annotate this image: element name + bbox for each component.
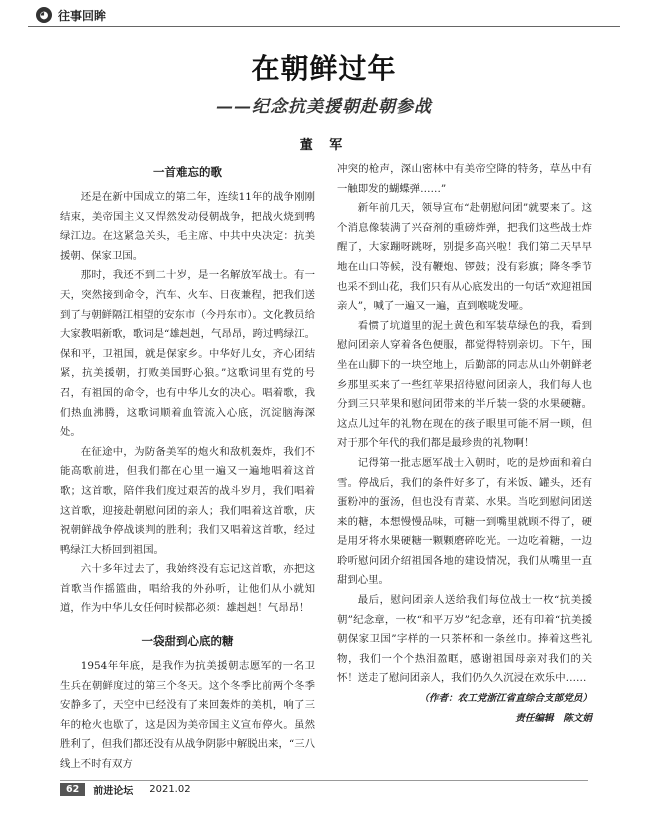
article-subtitle: ——纪念抗美援朝赴朝参战 — [216, 97, 432, 117]
left-column — [60, 160, 315, 775]
paragraph: 那时，我还不到二十岁，是一名解放军战士。有一天，突然接到命令，汽车、火车、日夜兼程，把我们送到了与朝鲜隔江相望的安东市（今丹东市）。文化教员给大家教唱新歌，歌词是“雄赳赳，气昂昂，跨过鸭绿江。保和平，卫祖国，就是保家乡。中华好儿女，齐心团结紧，抗美援朝，打败美国野心狼。”这歌词里有党的号召，有祖国的命令，也有中华儿女的决心。唱着歌，我们热血沸腾，这歌词顺着血管流入心底，沉淀脑海深处。 — [60, 269, 315, 439]
magazine-name: 前进论坛 — [93, 786, 134, 797]
paragraph: 在征途中，为防备美军的炮火和敌机轰炸，我们不能高歌前进，但我们都在心里一遍又一遍地唱着这首歌；这首歌，陪伴我们度过艰苦的战斗岁月，我们唱着这首歌，迎接赴朝慰问团的亲人；我们唱着这首歌，庆祝朝鲜战争停战谈判的胜利；我们又唱着这首歌，经过鸭绿江大桥回到祖国。 — [60, 445, 315, 556]
issue-number: 2021.02 — [149, 784, 191, 795]
paragraph: 1954年年底，是我作为抗美援朝志愿军的一名卫生兵在朝鲜度过的第三个冬天。这个冬季比前两个冬季安静多了，天空中已经没有了来回轰炸的美机，响了三年的枪火也歇了，这是因为美帝国主义宣布停火。虽然胜利了，但我们都还没有从战争阴影中解脱出来，“三八线上不时有双方 — [60, 660, 315, 771]
paragraph: 记得第一批志愿军战士入朝时，吃的是炒面和着白雪。停战后，我们的条件好多了，有米饭、罐头，还有蛋粉冲的蛋汤，但也没有青菜、水果。当吃到慰问团送来的糖，本想慢慢品味，可糖一到嘴里就顾不得了，硬是用牙将水果硬糖一颗颗磨碎吃光。一边吃着糖，一边聆听慰问团介绍祖国各地的建设情况，我们从嘴里一直甜到心里。 — [337, 456, 592, 587]
section-heading-song: 一首难忘的歌 — [153, 165, 222, 179]
author-affiliation: （作者：农工党浙江省直综合支部党员） — [419, 693, 592, 705]
page-number: 62 — [60, 783, 85, 796]
paragraph: 看惯了坑道里的泥土黄色和军装草绿色的我，看到慰问团亲人穿着各色便服，都觉得特别亲切。下午，围坐在山脚下的一块空地上，后勤部的同志从山外朝鲜老乡那里买来了一些红苹果招待慰问团亲人，我们每人也分到三只苹果和慰问团带来的半斤装一袋的水果硬糖。这点儿过年的礼物在现在的孩子眼里可能不屑一顾，但对于那个年代的我们都是最珍贵的礼物啊！ — [337, 319, 592, 450]
article-title: 在朝鲜过年 — [251, 52, 397, 85]
paragraph: 还是在新中国成立的第二年，连续11年的战争刚刚结束，美帝国主义又悍然发动侵朝战争，把战火烧到鸭绿江边。在这紧急关头，毛主席、中共中央决定：抗美援朝、保家卫国。 — [60, 191, 315, 262]
paragraph: 新年前几天，领导宣布“赴朝慰问团”就要来了。这个消息像装满了兴奋剂的重磅炸弹，把我们这些战士炸醒了，大家蹦呀跳呀，别提多高兴啦！我们第二天早早地在山口等候，没有鞭炮、锣鼓；没有彩旗；降冬季节也采不到山花，我们只有从心底发出的一句话“欢迎祖国亲人”，喊了一遍又一遍，直到喉咙发哑。 — [337, 202, 592, 313]
paragraph: 六十多年过去了，我始终没有忘记这首歌，亦把这首歌当作摇篮曲，唱给我的外孙听，让他们从小就知道，作为中华儿女任何时候都必须：雄赳赳！气昂昂！ — [60, 563, 315, 615]
paragraph: 最后，慰问团亲人送给我们每位战士一枚“抗美援朝”纪念章，一枚“和平万岁”纪念章，还有印着“抗美援朝保家卫国”字样的一只茶杯和一条丝巾。捧着这些礼物，我们一个个热泪盈眶，感谢祖国母亲对我们的关怀！送走了慰问团亲人，我们仍久久沉浸在欢乐中…… — [337, 594, 592, 685]
responsible-editor: 责任编辑 陈文娟 — [515, 712, 592, 724]
section-header — [36, 6, 106, 24]
section-heading-candy: 一袋甜到心底的糖 — [141, 634, 234, 649]
footer-divider — [60, 780, 588, 781]
header-divider — [28, 26, 620, 27]
article-author: 董 军 — [299, 138, 349, 153]
page-footer — [60, 782, 191, 797]
paragraph: 冲突的枪声，深山密林中有美帝空降的特务，草丛中有一触即发的蝴蝶弹……” — [337, 163, 592, 195]
right-column — [337, 160, 592, 728]
section-name: 往事回眸 — [58, 8, 107, 23]
magazine-logo-icon: ◕ — [36, 7, 52, 23]
